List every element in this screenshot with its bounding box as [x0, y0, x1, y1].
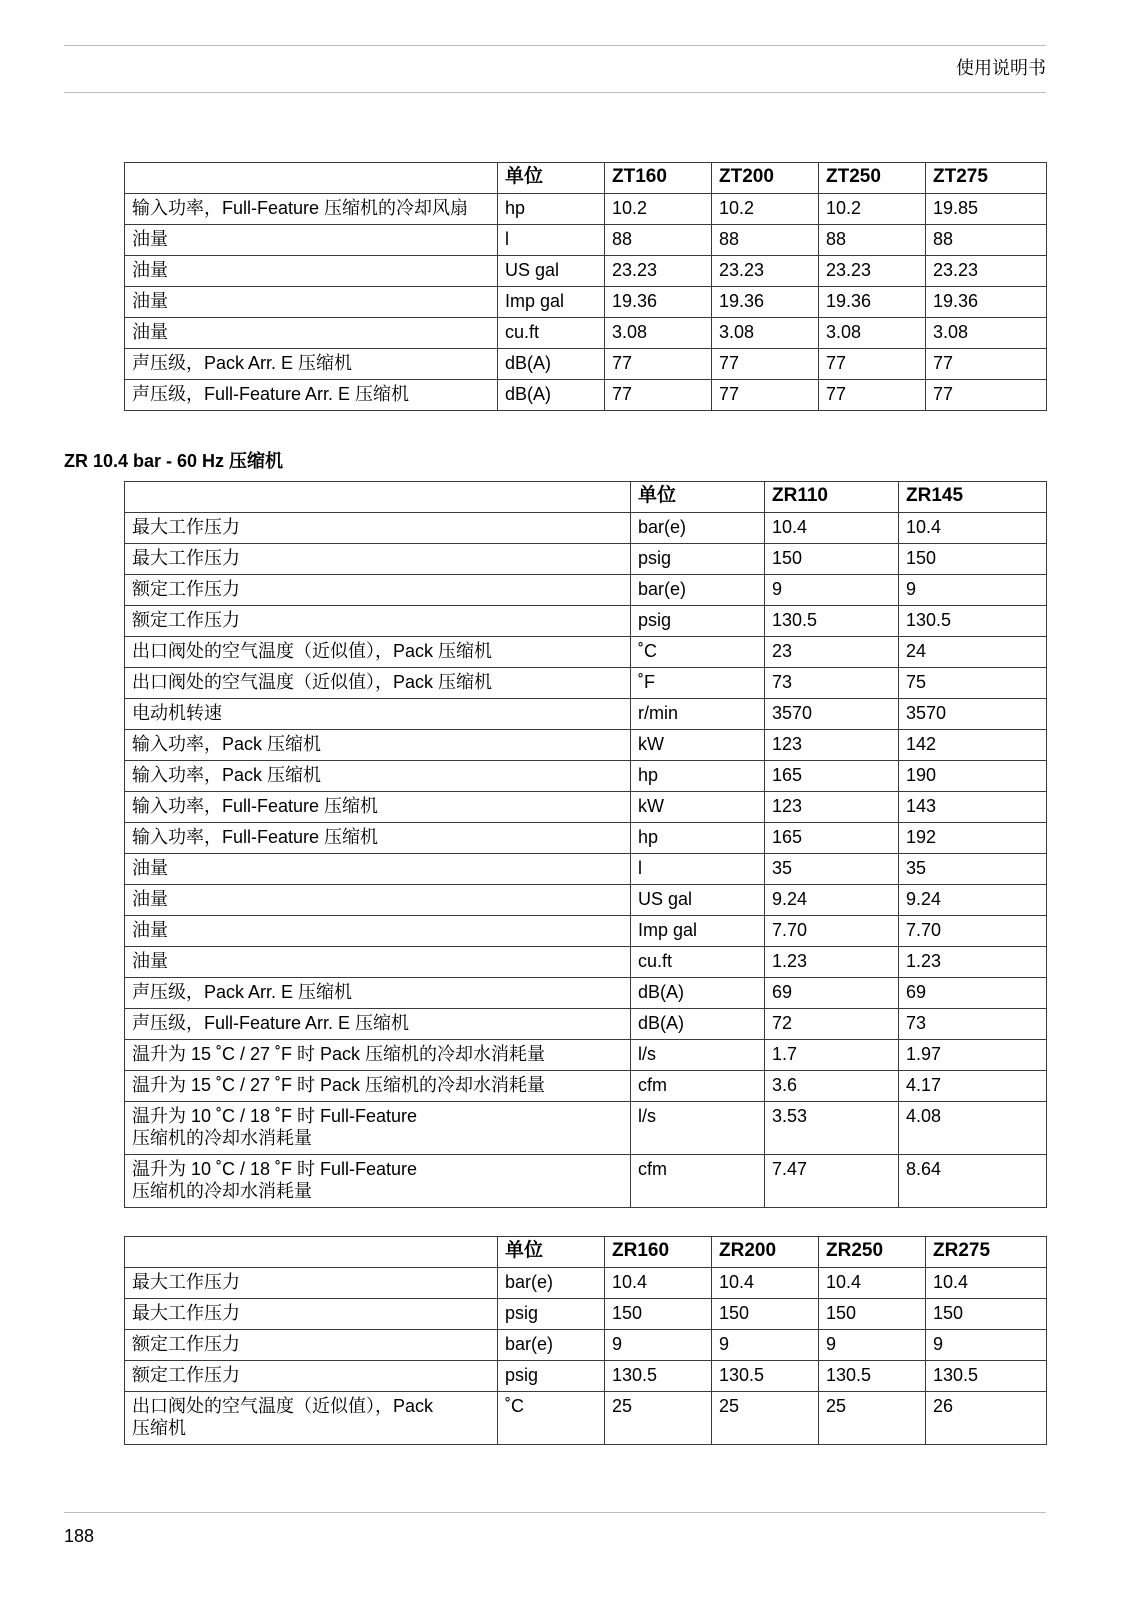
table-row [125, 668, 1047, 699]
unit-cell: Imp gal [498, 287, 605, 318]
value-cell: 4.08 [899, 1102, 1047, 1155]
row-label-cell: 油量 [125, 225, 498, 256]
row-label-cell: 油量 [125, 256, 498, 287]
value-cell: 25 [712, 1392, 819, 1445]
unit-cell: psig [498, 1361, 605, 1392]
value-cell: 9.24 [765, 885, 899, 916]
value-cell: 130.5 [899, 606, 1047, 637]
row-label-cell: 额定工作压力 [125, 1361, 498, 1392]
value-cell: 77 [926, 349, 1047, 380]
value-cell: 9 [819, 1330, 926, 1361]
value-cell: 130.5 [926, 1361, 1047, 1392]
row-label-cell: 输入功率，Full-Feature 压缩机的冷却风扇 [125, 194, 498, 225]
value-cell: 35 [899, 854, 1047, 885]
value-cell: 77 [926, 380, 1047, 411]
value-cell: 150 [819, 1299, 926, 1330]
row-label-cell: 声压级，Full-Feature Arr. E 压缩机 [125, 380, 498, 411]
value-cell: 143 [899, 792, 1047, 823]
row-label-cell: 最大工作压力 [125, 544, 631, 575]
row-label-cell: 温升为 15 ˚C / 27 ˚F 时 Pack 压缩机的冷却水消耗量 [125, 1040, 631, 1071]
value-cell: 9 [926, 1330, 1047, 1361]
value-cell: 10.4 [899, 513, 1047, 544]
value-cell: 19.36 [819, 287, 926, 318]
unit-cell: r/min [631, 699, 765, 730]
table-header-cell: ZR250 [819, 1237, 926, 1268]
row-label-cell: 出口阀处的空气温度（近似值），Pack 压缩机 [125, 1392, 498, 1445]
table-row [125, 1071, 1047, 1102]
row-label-cell: 电动机转速 [125, 699, 631, 730]
value-cell: 3.08 [926, 318, 1047, 349]
row-label-cell: 油量 [125, 947, 631, 978]
unit-cell: bar(e) [498, 1330, 605, 1361]
value-cell: 69 [899, 978, 1047, 1009]
row-label-cell: 油量 [125, 885, 631, 916]
value-cell: 88 [712, 225, 819, 256]
unit-cell: l/s [631, 1040, 765, 1071]
unit-cell: cfm [631, 1071, 765, 1102]
unit-cell: US gal [631, 885, 765, 916]
table-row [125, 380, 1047, 411]
table-row [125, 287, 1047, 318]
unit-cell: dB(A) [498, 349, 605, 380]
value-cell: 1.7 [765, 1040, 899, 1071]
value-cell: 192 [899, 823, 1047, 854]
unit-cell: hp [631, 823, 765, 854]
table-header-row [125, 163, 1047, 194]
value-cell: 3.08 [605, 318, 712, 349]
value-cell: 10.4 [926, 1268, 1047, 1299]
table-row [125, 823, 1047, 854]
table-row [125, 916, 1047, 947]
value-cell: 19.36 [926, 287, 1047, 318]
table-header-cell: ZT200 [712, 163, 819, 194]
table-header-row [125, 1237, 1047, 1268]
value-cell: 1.23 [899, 947, 1047, 978]
table-row [125, 544, 1047, 575]
unit-cell: l [631, 854, 765, 885]
table-row [125, 1361, 1047, 1392]
table-row [125, 854, 1047, 885]
header-title: 使用说明书 [956, 58, 1046, 78]
table-row [125, 575, 1047, 606]
value-cell: 24 [899, 637, 1047, 668]
unit-cell: ˚C [631, 637, 765, 668]
value-cell: 75 [899, 668, 1047, 699]
value-cell: 69 [765, 978, 899, 1009]
row-label-cell: 输入功率，Full-Feature 压缩机 [125, 823, 631, 854]
value-cell: 7.70 [899, 916, 1047, 947]
table-header-cell: ZR160 [605, 1237, 712, 1268]
value-cell: 130.5 [819, 1361, 926, 1392]
header-rule-top [64, 45, 1046, 46]
unit-cell: bar(e) [631, 513, 765, 544]
unit-cell: Imp gal [631, 916, 765, 947]
table-header-cell: ZR275 [926, 1237, 1047, 1268]
unit-cell: l [498, 225, 605, 256]
value-cell: 26 [926, 1392, 1047, 1445]
value-cell: 9 [605, 1330, 712, 1361]
value-cell: 3570 [765, 699, 899, 730]
row-label-cell: 出口阀处的空气温度（近似值），Pack 压缩机 [125, 637, 631, 668]
table-row [125, 318, 1047, 349]
value-cell: 10.2 [605, 194, 712, 225]
table-header-cell: 单位 [498, 1237, 605, 1268]
value-cell: 9 [899, 575, 1047, 606]
table-row [125, 225, 1047, 256]
row-label-cell: 额定工作压力 [125, 575, 631, 606]
unit-cell: ˚C [498, 1392, 605, 1445]
value-cell: 88 [605, 225, 712, 256]
value-cell: 25 [605, 1392, 712, 1445]
unit-cell: l/s [631, 1102, 765, 1155]
value-cell: 123 [765, 792, 899, 823]
table-row [125, 194, 1047, 225]
value-cell: 1.97 [899, 1040, 1047, 1071]
unit-cell: psig [498, 1299, 605, 1330]
table-row [125, 349, 1047, 380]
value-cell: 3.6 [765, 1071, 899, 1102]
table-row [125, 885, 1047, 916]
unit-cell: hp [498, 194, 605, 225]
unit-cell: ˚F [631, 668, 765, 699]
table-body [125, 194, 1047, 411]
table-row [125, 1268, 1047, 1299]
value-cell: 23.23 [605, 256, 712, 287]
value-cell: 25 [819, 1392, 926, 1445]
table-row [125, 699, 1047, 730]
value-cell: 165 [765, 761, 899, 792]
row-label-cell: 油量 [125, 318, 498, 349]
value-cell: 150 [926, 1299, 1047, 1330]
table-row [125, 1392, 1047, 1445]
unit-cell: dB(A) [631, 1009, 765, 1040]
value-cell: 130.5 [605, 1361, 712, 1392]
table-row [125, 1299, 1047, 1330]
value-cell: 150 [712, 1299, 819, 1330]
row-label-cell: 油量 [125, 287, 498, 318]
value-cell: 1.23 [765, 947, 899, 978]
row-label-cell: 声压级，Pack Arr. E 压缩机 [125, 349, 498, 380]
value-cell: 165 [765, 823, 899, 854]
row-label-cell: 额定工作压力 [125, 606, 631, 637]
unit-cell: cu.ft [498, 318, 605, 349]
table-row [125, 947, 1047, 978]
value-cell: 10.4 [819, 1268, 926, 1299]
table-body [125, 1268, 1047, 1445]
value-cell: 190 [899, 761, 1047, 792]
zr160-zr275-spec-table [124, 1236, 1047, 1445]
value-cell: 88 [819, 225, 926, 256]
unit-cell: bar(e) [631, 575, 765, 606]
table-header-cell: ZT275 [926, 163, 1047, 194]
value-cell: 19.36 [605, 287, 712, 318]
page-number: 188 [64, 1526, 95, 1546]
value-cell: 19.85 [926, 194, 1047, 225]
value-cell: 88 [926, 225, 1047, 256]
unit-cell: bar(e) [498, 1268, 605, 1299]
table-row [125, 761, 1047, 792]
table-header-cell: ZR200 [712, 1237, 819, 1268]
row-label-cell: 输入功率，Full-Feature 压缩机 [125, 792, 631, 823]
table-header-cell: ZT160 [605, 163, 712, 194]
value-cell: 77 [819, 380, 926, 411]
table-row [125, 256, 1047, 287]
row-label-cell: 最大工作压力 [125, 1299, 498, 1330]
row-label-cell: 温升为 10 ˚C / 18 ˚F 时 Full-Feature 压缩机的冷却水消耗量 [125, 1155, 631, 1208]
value-cell: 19.36 [712, 287, 819, 318]
value-cell: 7.47 [765, 1155, 899, 1208]
table-row [125, 1102, 1047, 1155]
unit-cell: kW [631, 730, 765, 761]
zt-spec-table [124, 162, 1047, 411]
row-label-cell: 油量 [125, 854, 631, 885]
value-cell: 10.4 [712, 1268, 819, 1299]
table-header-cell [125, 163, 498, 194]
table-row [125, 1155, 1047, 1208]
table-row [125, 513, 1047, 544]
table-row [125, 1330, 1047, 1361]
unit-cell: hp [631, 761, 765, 792]
table-header-cell: 单位 [631, 482, 765, 513]
row-label-cell: 最大工作压力 [125, 1268, 498, 1299]
zr110-zr145-spec-table [124, 481, 1047, 1208]
value-cell: 23 [765, 637, 899, 668]
value-cell: 73 [899, 1009, 1047, 1040]
header-rule-bottom [64, 92, 1046, 93]
table-header-cell: ZR110 [765, 482, 899, 513]
value-cell: 77 [712, 349, 819, 380]
value-cell: 77 [712, 380, 819, 411]
table-header-row [125, 482, 1047, 513]
table-row [125, 792, 1047, 823]
value-cell: 3.53 [765, 1102, 899, 1155]
value-cell: 9 [765, 575, 899, 606]
value-cell: 130.5 [712, 1361, 819, 1392]
value-cell: 77 [605, 380, 712, 411]
table-row [125, 978, 1047, 1009]
value-cell: 10.2 [712, 194, 819, 225]
row-label-cell: 出口阀处的空气温度（近似值），Pack 压缩机 [125, 668, 631, 699]
unit-cell: psig [631, 606, 765, 637]
table-header-cell [125, 482, 631, 513]
value-cell: 130.5 [765, 606, 899, 637]
row-label-cell: 声压级，Pack Arr. E 压缩机 [125, 978, 631, 1009]
unit-cell: dB(A) [631, 978, 765, 1009]
unit-cell: dB(A) [498, 380, 605, 411]
row-label-cell: 输入功率，Pack 压缩机 [125, 761, 631, 792]
row-label-cell: 温升为 10 ˚C / 18 ˚F 时 Full-Feature 压缩机的冷却水消耗量 [125, 1102, 631, 1155]
value-cell: 123 [765, 730, 899, 761]
table-row [125, 1009, 1047, 1040]
value-cell: 35 [765, 854, 899, 885]
row-label-cell: 声压级，Full-Feature Arr. E 压缩机 [125, 1009, 631, 1040]
unit-cell: cfm [631, 1155, 765, 1208]
value-cell: 77 [605, 349, 712, 380]
footer-rule [64, 1512, 1046, 1513]
value-cell: 3570 [899, 699, 1047, 730]
table-header-cell: ZR145 [899, 482, 1047, 513]
value-cell: 142 [899, 730, 1047, 761]
value-cell: 9 [712, 1330, 819, 1361]
table-header-cell [125, 1237, 498, 1268]
row-label-cell: 温升为 15 ˚C / 27 ˚F 时 Pack 压缩机的冷却水消耗量 [125, 1071, 631, 1102]
table-header-cell: 单位 [498, 163, 605, 194]
table-row [125, 730, 1047, 761]
row-label-cell: 额定工作压力 [125, 1330, 498, 1361]
value-cell: 10.4 [765, 513, 899, 544]
value-cell: 3.08 [712, 318, 819, 349]
value-cell: 23.23 [712, 256, 819, 287]
unit-cell: US gal [498, 256, 605, 287]
table-body [125, 513, 1047, 1208]
row-label-cell: 油量 [125, 916, 631, 947]
section-heading: ZR 10.4 bar - 60 Hz 压缩机 [64, 451, 284, 471]
value-cell: 150 [899, 544, 1047, 575]
value-cell: 23.23 [819, 256, 926, 287]
row-label-cell: 最大工作压力 [125, 513, 631, 544]
value-cell: 150 [605, 1299, 712, 1330]
table-row [125, 606, 1047, 637]
table-row [125, 1040, 1047, 1071]
value-cell: 4.17 [899, 1071, 1047, 1102]
value-cell: 7.70 [765, 916, 899, 947]
value-cell: 77 [819, 349, 926, 380]
value-cell: 23.23 [926, 256, 1047, 287]
value-cell: 72 [765, 1009, 899, 1040]
value-cell: 150 [765, 544, 899, 575]
unit-cell: kW [631, 792, 765, 823]
table-row [125, 637, 1047, 668]
row-label-cell: 输入功率，Pack 压缩机 [125, 730, 631, 761]
value-cell: 9.24 [899, 885, 1047, 916]
value-cell: 10.2 [819, 194, 926, 225]
table-header-cell: ZT250 [819, 163, 926, 194]
unit-cell: psig [631, 544, 765, 575]
value-cell: 73 [765, 668, 899, 699]
value-cell: 3.08 [819, 318, 926, 349]
value-cell: 10.4 [605, 1268, 712, 1299]
unit-cell: cu.ft [631, 947, 765, 978]
value-cell: 8.64 [899, 1155, 1047, 1208]
